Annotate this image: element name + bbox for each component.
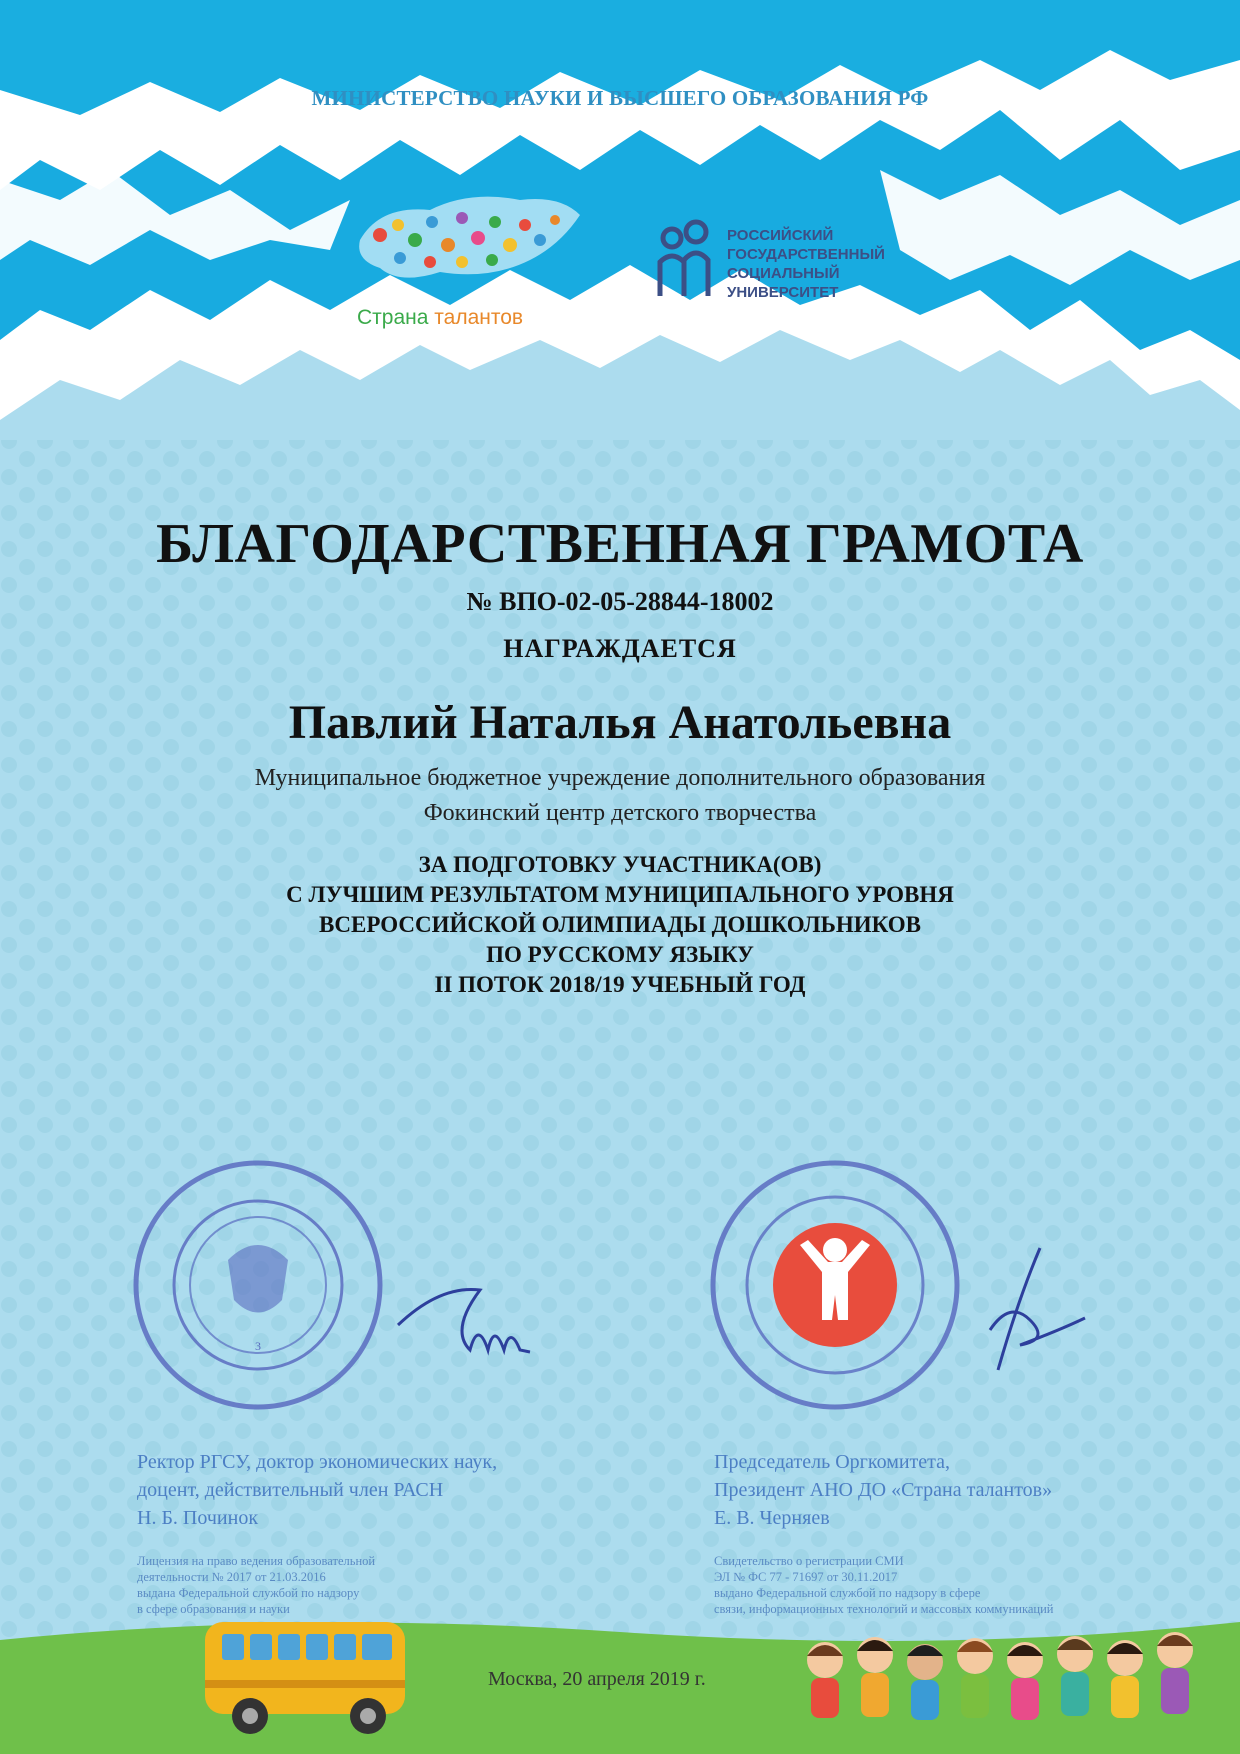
university-logo-line: ГОСУДАРСТВЕННЫЙ xyxy=(727,246,885,263)
signatory-line: Е. В. Черняев xyxy=(714,1507,830,1529)
chairman-signatory-block xyxy=(714,1448,1052,1532)
recipient-name: Павлий Наталья Анатольевна xyxy=(288,696,952,749)
registration-line: Свидетельство о регистрации СМИ xyxy=(714,1554,904,1568)
reason-line: ПО РУССКОМУ ЯЗЫКУ xyxy=(486,942,754,967)
rector-signatory-block xyxy=(137,1448,497,1532)
registration-line: выдано Федеральной службой по надзору в сфере xyxy=(714,1586,981,1600)
university-logo-text xyxy=(727,226,885,302)
media-registration-note xyxy=(714,1553,1053,1617)
logo-text-part1: Страна xyxy=(357,306,429,329)
svg-text:3: 3 xyxy=(255,1339,261,1353)
signatory-line: доцент, действительный член РАСН xyxy=(137,1479,444,1501)
university-logo-line: СОЦИАЛЬНЫЙ xyxy=(727,265,840,282)
organization-line: Фокинский центр детского творчества xyxy=(423,800,817,826)
logo-text-part2: талантов xyxy=(434,306,524,329)
rgsu-stamp xyxy=(136,1163,380,1407)
signatory-line: Президент АНО ДО «Страна талантов» xyxy=(714,1479,1053,1501)
license-note xyxy=(137,1553,375,1617)
organization-line: Муниципальное бюджетное учреждение дополнительного образования xyxy=(254,765,986,791)
awarded-label: НАГРАЖДАЕТСЯ xyxy=(503,634,737,663)
license-line: деятельности № 2017 от 21.03.2016 xyxy=(137,1570,326,1584)
certificate-title: БЛАГОДАРСТВЕННАЯ ГРАМОТА xyxy=(156,513,1084,575)
signatory-line: Председатель Оргкомитета, xyxy=(714,1451,951,1473)
registration-line: связи, информационных технологий и массовых коммуникаций xyxy=(714,1602,1054,1616)
university-logo-line: РОССИЙСКИЙ xyxy=(727,227,834,244)
certificate-number: № ВПО-02-05-28844-18002 xyxy=(466,587,774,616)
mountain-band xyxy=(0,0,1240,420)
reason-line: ЗА ПОДГОТОВКУ УЧАСТНИКА(ОВ) xyxy=(418,852,822,877)
license-line: Лицензия на право ведения образовательной xyxy=(137,1554,376,1568)
license-line: выдана Федеральной службой по надзору xyxy=(137,1586,360,1600)
license-line: в сфере образования и науки xyxy=(137,1602,290,1616)
ministry-heading: МИНИСТЕРСТВО НАУКИ И ВЫСШЕГО ОБРАЗОВАНИЯ РФ xyxy=(311,86,929,110)
registration-line: ЭЛ № ФС 77 - 71697 от 30.11.2017 xyxy=(714,1570,898,1584)
signatory-line: Н. Б. Починок xyxy=(137,1507,259,1529)
strana-talantov-logo-text xyxy=(357,306,523,330)
university-logo-line: УНИВЕРСИТЕТ xyxy=(727,284,839,301)
signatory-line: Ректор РГСУ, доктор экономических наук, xyxy=(137,1451,498,1473)
reason-line: ВСЕРОССИЙСКОЙ ОЛИМПИАДЫ ДОШКОЛЬНИКОВ xyxy=(319,912,921,937)
reason-line: С ЛУЧШИМ РЕЗУЛЬТАТОМ МУНИЦИПАЛЬНОГО УРОВНЯ xyxy=(286,882,954,907)
city-date: Москва, 20 апреля 2019 г. xyxy=(488,1668,706,1690)
reason-line: II ПОТОК 2018/19 УЧЕБНЫЙ ГОД xyxy=(434,972,806,997)
